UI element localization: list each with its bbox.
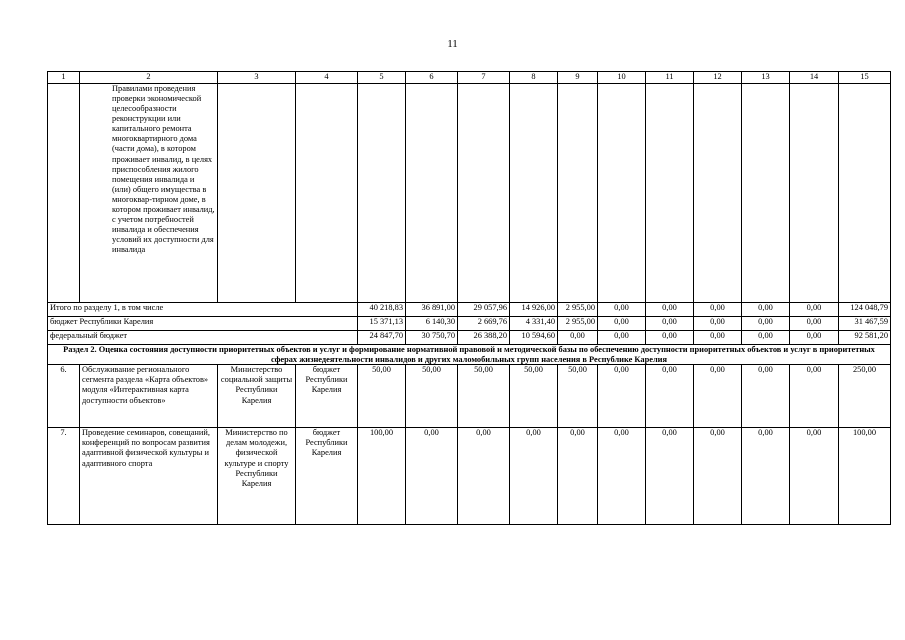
- value-cell: 0,00: [694, 428, 742, 525]
- federal-budget-row: [48, 331, 891, 345]
- value-cell: 50,00: [558, 365, 598, 428]
- value-cell: 10 594,60: [510, 331, 558, 345]
- value-cell: 0,00: [742, 331, 790, 345]
- value-cell: 0,00: [790, 317, 839, 331]
- executor: Министерство социальной защиты Республики Карелия: [218, 365, 296, 428]
- value-cell: 0,00: [790, 331, 839, 345]
- value-cell: 0,00: [598, 331, 646, 345]
- value-cell: 14 926,00: [510, 303, 558, 317]
- value-cell: 0,00: [598, 428, 646, 525]
- value-cell: 0,00: [406, 428, 458, 525]
- funding-source: бюджет Республики Карелия: [296, 428, 358, 525]
- value-cell: 15 371,13: [358, 317, 406, 331]
- program-table: [47, 71, 891, 525]
- value-cell: 0,00: [558, 331, 598, 345]
- value-cell: 0,00: [694, 365, 742, 428]
- row-number: 7.: [48, 428, 80, 525]
- column-header: 8: [510, 72, 558, 84]
- column-header: 11: [646, 72, 694, 84]
- value-cell: 0,00: [742, 428, 790, 525]
- value-cell: 0,00: [790, 365, 839, 428]
- continuation-text: Правилами проведения проверки экономической целесообразности реконструкции или капитального ремонта многоквартирного дома (части дома), в котором проживает инвалид, в целях приспособления жилого помещения инвалида и (или) общего имущества в многоквар-тирном доме, в котором проживает инвалид, с учетом потребностей инвалида и обеспечения условий их доступности для инвалида: [80, 84, 218, 303]
- value-cell: 0,00: [694, 331, 742, 345]
- column-header: 1: [48, 72, 80, 84]
- value-cell: 0,00: [646, 303, 694, 317]
- value-cell: 0,00: [790, 303, 839, 317]
- column-header: 4: [296, 72, 358, 84]
- value-cell: 26 388,20: [458, 331, 510, 345]
- measure-name: Проведение семинаров, совещаний, конференций по вопросам развития адаптивной физической культуры и адаптивного спорта: [80, 428, 218, 525]
- value-cell: 100,00: [358, 428, 406, 525]
- value-cell: 50,00: [406, 365, 458, 428]
- value-cell: 250,00: [839, 365, 891, 428]
- measure-name: Обслуживание регионального сегмента раздела «Карта объектов» модуля «Интерактивная карта доступности объектов»: [80, 365, 218, 428]
- page-number: 11: [447, 38, 458, 50]
- value-cell: 92 581,20: [839, 331, 891, 345]
- value-cell: 50,00: [458, 365, 510, 428]
- value-cell: 0,00: [742, 317, 790, 331]
- column-header: 14: [790, 72, 839, 84]
- value-cell: 2 955,00: [558, 317, 598, 331]
- column-header: 9: [558, 72, 598, 84]
- row-number: 6.: [48, 365, 80, 428]
- column-header: 3: [218, 72, 296, 84]
- value-cell: 0,00: [694, 317, 742, 331]
- value-cell: 24 847,70: [358, 331, 406, 345]
- value-cell: 0,00: [598, 365, 646, 428]
- value-cell: 2 669,76: [458, 317, 510, 331]
- value-cell: 100,00: [839, 428, 891, 525]
- value-cell: 36 891,00: [406, 303, 458, 317]
- value-cell: 0,00: [742, 303, 790, 317]
- value-cell: 0,00: [694, 303, 742, 317]
- value-cell: 31 467,59: [839, 317, 891, 331]
- section-heading-row: [48, 345, 891, 365]
- column-header: 6: [406, 72, 458, 84]
- value-cell: 0,00: [646, 331, 694, 345]
- regional-budget-row: [48, 317, 891, 331]
- executor: Министерство по делам молодежи, физической культуре и спорту Республики Карелия: [218, 428, 296, 525]
- total-label: Итого по разделу 1, в том числе: [48, 303, 358, 317]
- total-label: федеральный бюджет: [48, 331, 358, 345]
- table-row: [48, 428, 891, 525]
- funding-source: бюджет Республики Карелия: [296, 365, 358, 428]
- value-cell: 0,00: [510, 428, 558, 525]
- column-header: 12: [694, 72, 742, 84]
- value-cell: 0,00: [558, 428, 598, 525]
- column-header: 7: [458, 72, 510, 84]
- value-cell: 50,00: [510, 365, 558, 428]
- value-cell: 40 218,83: [358, 303, 406, 317]
- value-cell: 0,00: [646, 317, 694, 331]
- value-cell: 0,00: [742, 365, 790, 428]
- value-cell: 0,00: [646, 428, 694, 525]
- column-header: 13: [742, 72, 790, 84]
- header-row: [48, 72, 891, 84]
- section-title: Раздел 2. Оценка состояния доступности приоритетных объектов и услуг и формирование нормативной правовой и методической базы по обеспечению доступности приоритетных объектов и услуг в приоритетных сферах жизнедеятельности инвалидов и других маломобильных групп населения в Республике Карелия: [48, 345, 891, 365]
- value-cell: 30 750,70: [406, 331, 458, 345]
- value-cell: 124 048,79: [839, 303, 891, 317]
- value-cell: 29 057,96: [458, 303, 510, 317]
- continuation-row: [48, 84, 891, 303]
- column-header: 2: [80, 72, 218, 84]
- value-cell: 2 955,00: [558, 303, 598, 317]
- table-row: [48, 365, 891, 428]
- column-header: 15: [839, 72, 891, 84]
- column-header: 5: [358, 72, 406, 84]
- total-row: [48, 303, 891, 317]
- value-cell: 0,00: [598, 317, 646, 331]
- value-cell: 50,00: [358, 365, 406, 428]
- total-label: бюджет Республики Карелия: [48, 317, 358, 331]
- value-cell: 0,00: [790, 428, 839, 525]
- column-header: 10: [598, 72, 646, 84]
- value-cell: 4 331,40: [510, 317, 558, 331]
- value-cell: 0,00: [458, 428, 510, 525]
- value-cell: 6 140,30: [406, 317, 458, 331]
- value-cell: 0,00: [646, 365, 694, 428]
- value-cell: 0,00: [598, 303, 646, 317]
